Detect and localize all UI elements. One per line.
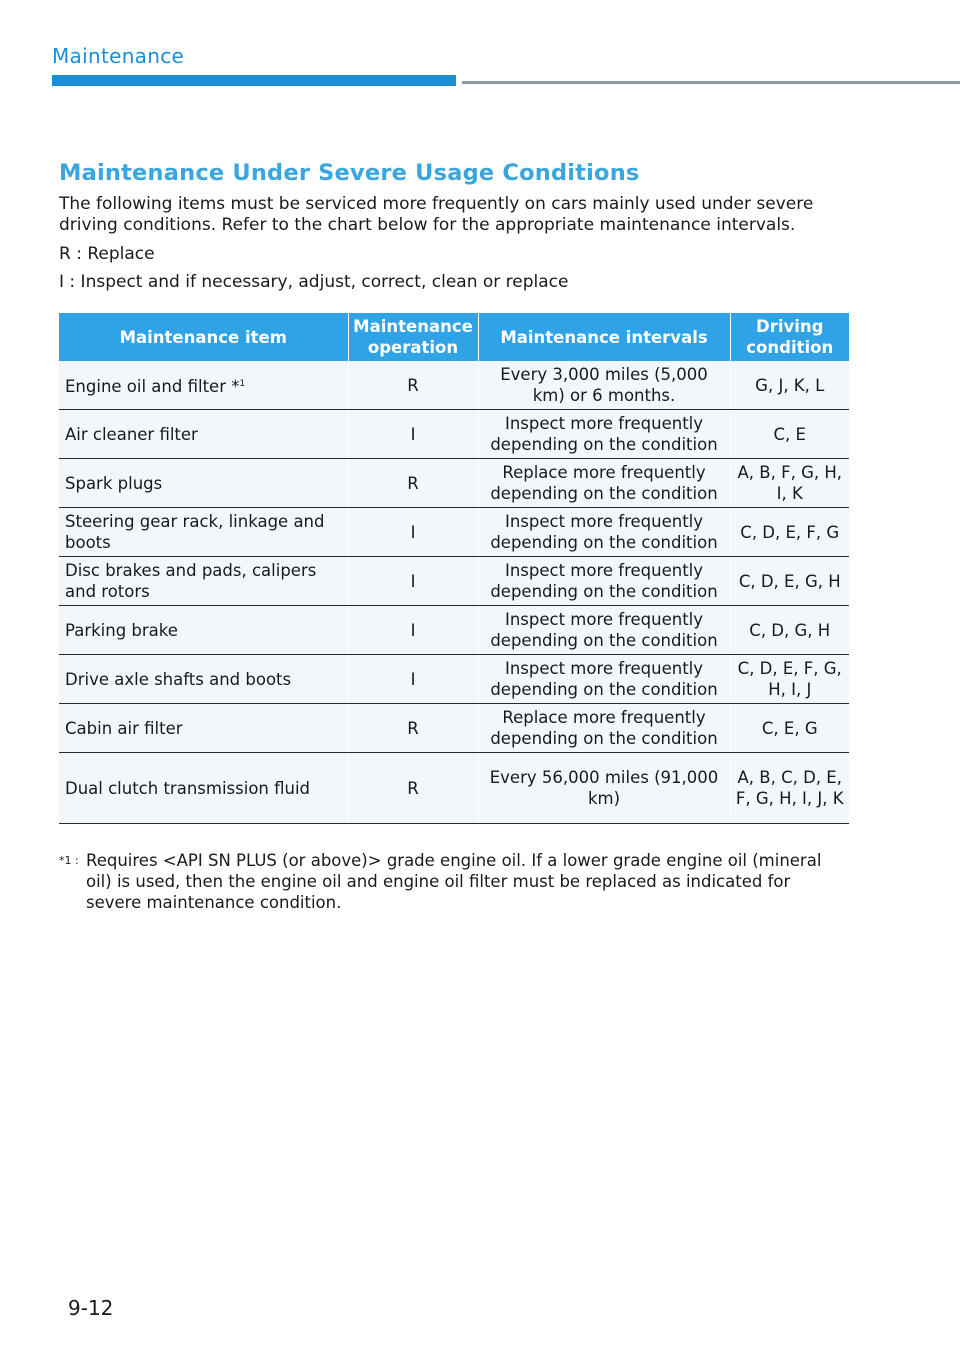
cell-condition: C, D, E, G, H (730, 557, 849, 606)
table-row (59, 753, 849, 824)
footnote-ref: 1 (239, 378, 246, 389)
cell-condition: G, J, K, L (730, 361, 849, 410)
cell-item: Drive axle shafts and boots (59, 655, 348, 704)
cell-operation: R (348, 704, 478, 753)
cell-operation: I (348, 557, 478, 606)
cell-item: Engine oil and filter *$^1$ (59, 361, 348, 410)
cell-interval: Inspect more frequently depending on the condition (478, 655, 730, 704)
cell-operation: R (348, 361, 478, 410)
cell-condition: A, B, F, G, H, I, K (730, 459, 849, 508)
cell-condition: C, E, G (730, 704, 849, 753)
footnote (59, 850, 849, 913)
header-rule-accent (52, 75, 456, 86)
section-label: Maintenance (52, 44, 185, 68)
cell-item: Steering gear rack, linkage and boots (59, 508, 348, 557)
table-row (59, 361, 849, 410)
header-driving-condition: Driving condition (730, 313, 849, 361)
cell-interval: Inspect more frequently depending on the condition (478, 606, 730, 655)
cell-operation: I (348, 655, 478, 704)
cell-condition: C, D, E, F, G, H, I, J (730, 655, 849, 704)
table-row (59, 557, 849, 606)
cell-item: Parking brake (59, 606, 348, 655)
page-title: Maintenance Under Severe Usage Conditions (59, 160, 640, 186)
header-maintenance-operation: Maintenance operation (348, 313, 478, 361)
legend-inspect: I : Inspect and if necessary, adjust, correct, clean or replace (59, 272, 569, 292)
cell-interval: Replace more frequently depending on the condition (478, 704, 730, 753)
table-row (59, 410, 849, 459)
cell-condition: C, D, G, H (730, 606, 849, 655)
cell-operation: I (348, 508, 478, 557)
cell-interval: Inspect more frequently depending on the condition (478, 508, 730, 557)
header-rule (462, 81, 960, 84)
cell-item: Spark plugs (59, 459, 348, 508)
footnote-mark: *1 : (59, 854, 79, 867)
legend-replace: R : Replace (59, 244, 155, 264)
main-content (59, 160, 849, 913)
cell-operation: I (348, 410, 478, 459)
cell-condition: C, E (730, 410, 849, 459)
header-maintenance-intervals: Maintenance intervals (478, 313, 730, 361)
maintenance-table (59, 313, 849, 824)
table-row (59, 655, 849, 704)
table-row (59, 704, 849, 753)
cell-operation: I (348, 606, 478, 655)
header-maintenance-item: Maintenance item (59, 313, 348, 361)
cell-item: Disc brakes and pads, calipers and rotors (59, 557, 348, 606)
cell-operation: R (348, 753, 478, 824)
cell-item: Air cleaner filter (59, 410, 348, 459)
table-row (59, 459, 849, 508)
cell-interval: Inspect more frequently depending on the condition (478, 557, 730, 606)
cell-condition: C, D, E, F, G (730, 508, 849, 557)
page-number: 9-12 (68, 1296, 114, 1320)
cell-operation: R (348, 459, 478, 508)
cell-condition: A, B, C, D, E, F, G, H, I, J, K (730, 753, 849, 824)
cell-item: Dual clutch transmission fluid (59, 753, 348, 824)
table-header-row (59, 313, 849, 361)
cell-interval: Every 3,000 miles (5,000 km) or 6 months. (478, 361, 730, 410)
cell-item: Cabin air filter (59, 704, 348, 753)
cell-interval: Inspect more frequently depending on the condition (478, 410, 730, 459)
cell-interval: Every 56,000 miles (91,000 km) (478, 753, 730, 824)
cell-interval: Replace more frequently depending on the condition (478, 459, 730, 508)
table-row (59, 606, 849, 655)
intro-text: The following items must be serviced more frequently on cars mainly used under severe driving conditions. Refer to the chart below for the appropriate maintenance intervals. (59, 194, 814, 235)
footnote-text: Requires <API SN PLUS (or above)> grade engine oil. If a lower grade engine oil (mineral oil) is used, then the engine oil and engine oil filter must be replaced as indicated for severe maintenance condition. (86, 851, 822, 912)
table-row (59, 508, 849, 557)
